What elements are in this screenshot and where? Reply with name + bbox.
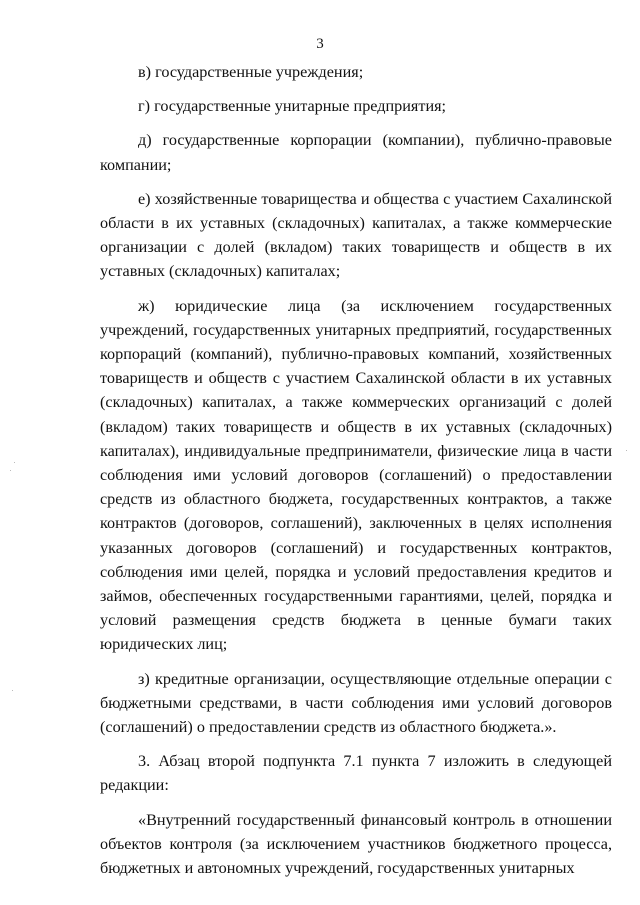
scan-speck	[14, 462, 15, 463]
paragraph-item-e: е) хозяйственные товарищества и общества с участием Сахалинской области в их уставных (складочных) капиталах, а также коммерческие организации с долей (вкладом) таких товариществ и обществ в их уставных (складочных) капиталах;	[100, 189, 612, 281]
paragraph-quote: «Внутренний государственный финансовый контроль в отношении объектов контроля (за исключением участников бюджетного процесса, бюджетных и автономных учреждений, государственных унитарных	[100, 810, 612, 878]
paragraph-item-zh: ж) юридические лица (за исключением государственных учреждений, государственных унитарных предприятий, государственных корпораций (компаний), публично-правовых компаний, хозяйственных товариществ и обществ с участием Сахалинской области в их уставных (складочных) капиталах, а также коммерческих организаций с долей (вкладом) таких товариществ и обществ в их уставных (складочных) капиталах), индивидуальные предприниматели, физические лица в части соблюдения ими условий договоров (соглашений) о предоставлении средств из областного бюджета, государственных контрактов, а также контрактов (договоров, соглашений), заключенных в целях исполнения указанных договоров (соглашений) и государственных контрактов, соблюдения ими целей, порядка и условий предоставления кредитов и займов, обеспеченных государственными гарантиями, целей, порядка и условий размещения средств бюджета в ценные бумаги таких юридических лиц;	[100, 296, 612, 654]
paragraph-item-z: з) кредитные организации, осуществляющие отдельные операции с бюджетными средствами, в части соблюдения ими условий договоров (соглашений) о предоставлении средств из областного бюджета.».	[100, 669, 612, 737]
paragraph-item-g: г) государственные унитарные предприятия;	[138, 97, 447, 116]
paragraph-item-d: д) государственные корпорации (компании), публично-правовые компании;	[100, 131, 612, 174]
scan-speck	[626, 450, 627, 451]
paragraph-section-3: 3. Абзац второй подпункта 7.1 пункта 7 изложить в следующей редакции:	[100, 752, 612, 795]
scan-speck	[10, 470, 11, 471]
document-body	[100, 60, 612, 880]
page-number: 3	[316, 36, 324, 52]
scan-speck	[12, 690, 13, 691]
paragraph-item-v: в) государственные учреждения;	[138, 63, 364, 81]
